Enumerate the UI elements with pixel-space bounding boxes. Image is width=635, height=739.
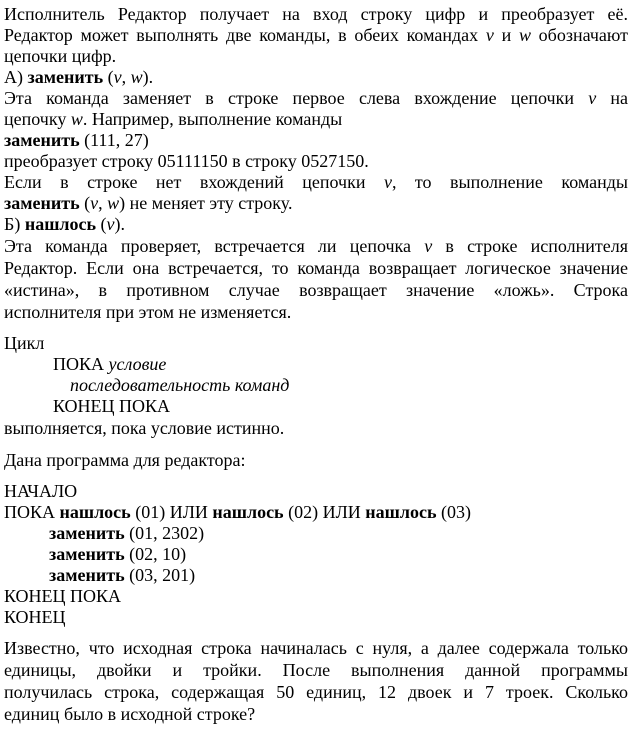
intro-text: и [493, 25, 519, 45]
question-text: получилась строка, содержащая 50 единиц, 12 двоек и 7 троек. Сколько [4, 682, 628, 702]
desc-text: Эта команда проверяет, встречается ли цепочка [4, 236, 425, 256]
desc-a-line-1 [4, 88, 628, 109]
command-args: (111, 27) [79, 130, 149, 150]
desc-b-line-3 [4, 280, 628, 301]
program-text: Дана программа для редактора: [4, 450, 246, 470]
desc-text: Если в строке нет вхождений цепочки [4, 172, 384, 192]
program-replace-2 [49, 544, 186, 565]
desc-text: . Например, выполнение команды [82, 109, 343, 129]
command-args: ). [114, 214, 126, 234]
command-args: , [121, 67, 131, 87]
command-prefix: А) [4, 67, 28, 87]
loop-sequence-line [70, 375, 289, 396]
program-while [4, 502, 471, 523]
command-args: (02, 10) [124, 544, 187, 564]
command-args: ( [103, 67, 114, 87]
command-args: (01, 2302) [124, 523, 205, 543]
desc-text: цепочку [4, 109, 71, 129]
loop-condition: условие [108, 354, 167, 374]
var-v: v [383, 172, 392, 192]
question-text: единиц было в исходной строке? [4, 704, 256, 724]
desc-text: ) не меняет эту строку. [119, 193, 293, 213]
question-line-1 [4, 638, 628, 659]
command-name: нашлось [59, 502, 131, 522]
command-name: нашлось [365, 502, 437, 522]
loop-text: Цикл [4, 333, 45, 353]
program-intro [4, 450, 246, 471]
loop-while-line [53, 354, 166, 375]
desc-text: в строке исполнителя [432, 236, 628, 256]
desc-text: на [596, 88, 629, 108]
loop-title [4, 333, 44, 354]
loop-note [4, 418, 284, 439]
desc-b-line-4 [4, 302, 291, 323]
command-name: заменить [4, 193, 80, 213]
command-a-heading [4, 67, 153, 88]
command-name: нашлось [212, 502, 284, 522]
var-v: v [485, 25, 494, 45]
question-line-4 [4, 704, 255, 725]
program-keyword: ПОКА [4, 502, 60, 522]
loop-sequence: последовательность команд [70, 375, 290, 395]
var-v: v [113, 67, 122, 87]
command-args: (03, 201) [124, 565, 196, 585]
var-v: v [106, 214, 115, 234]
program-keyword: НАЧАЛО [4, 481, 78, 501]
program-end [4, 607, 66, 628]
question-line-2 [4, 660, 628, 681]
desc-a-line-2 [4, 109, 342, 130]
program-keyword: КОНЕЦ ПОКА [4, 586, 122, 606]
desc-b-line-1 [4, 236, 628, 257]
command-args: ( [96, 214, 107, 234]
command-name: заменить [49, 565, 125, 585]
program-replace-3 [49, 565, 195, 586]
question-text: Известно, что исходная строка начиналась с нуля, а далее содержала только [4, 638, 628, 658]
intro-line-2 [4, 25, 628, 46]
program-end-while [4, 586, 121, 607]
desc-text: , то выполнение команды [391, 172, 629, 192]
program-begin [4, 481, 77, 502]
loop-keyword: ПОКА [53, 354, 109, 374]
var-v: v [588, 88, 597, 108]
intro-text: обозначают [530, 25, 628, 45]
var-w: w [518, 25, 531, 45]
loop-end-line [53, 396, 170, 417]
desc-text: Редактор. Если она встречается, то команда возвращает логическое значение [4, 258, 628, 278]
command-args: , [98, 193, 108, 213]
command-name: заменить [27, 67, 104, 87]
intro-text: цепочки цифр. [4, 46, 117, 66]
program-keyword: КОНЕЦ [4, 607, 66, 627]
command-name: нашлось [24, 214, 97, 234]
desc-text: «истина», в противном случае возвращает значение «ложь». Строка [4, 280, 628, 300]
var-w: w [70, 109, 83, 129]
command-b-heading [4, 214, 125, 235]
question-line-3 [4, 682, 628, 703]
question-text: единицы, двойки и тройки. После выполнения данной программы [4, 660, 628, 680]
intro-text: Редактор может выполнять две команды, в обеих командах [4, 25, 486, 45]
intro-text: Исполнитель Редактор получает на вход строку цифр и преобразует её. [4, 4, 628, 24]
var-v: v [424, 236, 433, 256]
desc-b-line-2 [4, 258, 628, 279]
command-args: ). [142, 67, 154, 87]
command-prefix: Б) [4, 214, 25, 234]
loop-text: выполняется, пока условие истинно. [4, 418, 285, 438]
desc-a-line-5 [4, 172, 628, 193]
example-result [4, 151, 369, 172]
intro-line-1 [4, 4, 628, 25]
example-command [4, 130, 149, 151]
intro-line-3 [4, 46, 116, 67]
desc-a-line-6 [4, 193, 293, 214]
program-replace-1 [49, 523, 204, 544]
desc-text: исполнителя при этом не изменяется. [4, 302, 292, 322]
command-args: (02) ИЛИ [283, 502, 366, 522]
command-args: (01) ИЛИ [130, 502, 213, 522]
command-name: заменить [49, 523, 125, 543]
var-w: w [130, 67, 143, 87]
desc-text: преобразует строку 05111150 в строку 0527150. [4, 151, 369, 171]
command-args: ( [79, 193, 91, 213]
var-v: v [90, 193, 99, 213]
loop-keyword: КОНЕЦ ПОКА [53, 396, 171, 416]
desc-text: Эта команда заменяет в строке первое слева вхождение цепочки [4, 88, 589, 108]
command-name: заменить [49, 544, 125, 564]
var-w: w [107, 193, 120, 213]
command-name: заменить [4, 130, 80, 150]
command-args: (03) [436, 502, 471, 522]
